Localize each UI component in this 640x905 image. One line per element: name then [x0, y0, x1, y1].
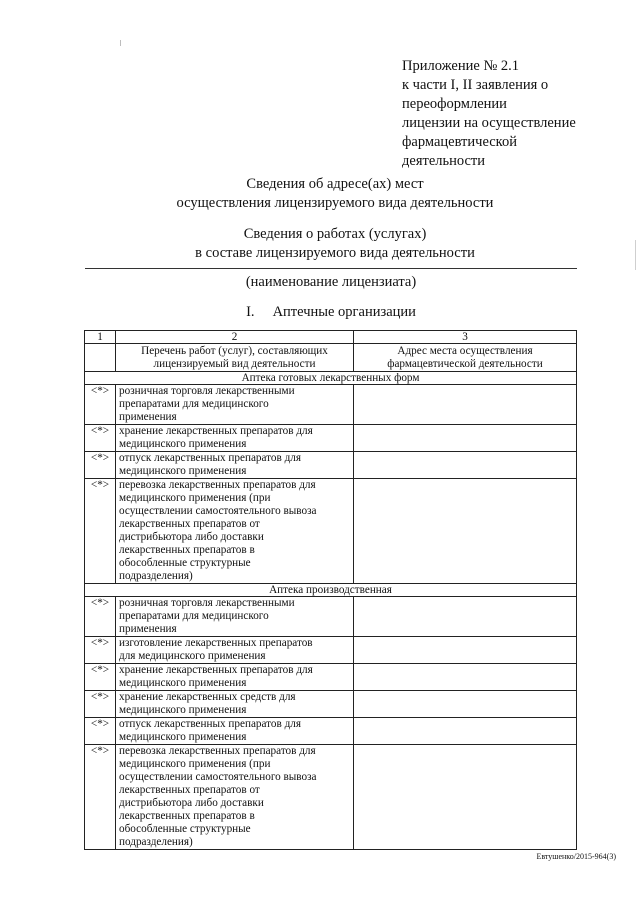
group-title: Аптека производственная [85, 584, 577, 597]
row-marker: <*> [85, 385, 116, 425]
work-line: медицинского применения [119, 704, 247, 716]
work-line: перевозка лекарственных препаратов для [119, 745, 316, 757]
column-number-row [85, 331, 577, 344]
header-address [354, 344, 577, 372]
address-cell[interactable] [354, 479, 577, 584]
table-row [85, 452, 577, 479]
work-description [116, 479, 354, 584]
work-description [116, 385, 354, 425]
work-line: медицинского применения [119, 438, 247, 450]
table-row [85, 479, 577, 584]
appendix-line: лицензии на осуществление [402, 115, 576, 131]
work-line: отпуск лекарственных препаратов для [119, 718, 302, 730]
group-row [85, 372, 577, 385]
work-line: розничная торговля лекарственными [119, 385, 295, 397]
work-line: препаратами для медицинского [119, 610, 269, 622]
work-line: медицинского применения [119, 677, 247, 689]
appendix-line: фармацевтической [402, 134, 517, 150]
work-line: подразделения) [119, 570, 193, 582]
work-line: препаратами для медицинского [119, 398, 269, 410]
scan-mark-right [635, 240, 636, 270]
address-cell[interactable] [354, 691, 577, 718]
table-row [85, 385, 577, 425]
work-description [116, 452, 354, 479]
work-line: хранение лекарственных препаратов для [119, 425, 313, 437]
address-heading [100, 175, 570, 213]
group-title: Аптека готовых лекарственных форм [85, 372, 577, 385]
licensee-caption: (наименование лицензиата) [245, 274, 417, 290]
work-line: обособленные структурные [119, 823, 251, 835]
row-marker: <*> [85, 597, 116, 637]
appendix-line: переоформлении [402, 96, 507, 112]
header-works [116, 344, 354, 372]
table-row [85, 664, 577, 691]
header-address-line2: фармацевтической деятельности [387, 358, 543, 370]
work-line: изготовление лекарственных препаратов [119, 637, 313, 649]
work-line: дистрибьютора либо доставки [119, 531, 264, 543]
header-empty-cell [85, 344, 116, 372]
row-marker: <*> [85, 691, 116, 718]
work-line: медицинского применения [119, 731, 247, 743]
column-number: 3 [354, 331, 577, 344]
appendix-line: Приложение № 2.1 [402, 58, 520, 74]
table-row [85, 425, 577, 452]
work-description [116, 745, 354, 850]
work-line: лекарственных препаратов от [119, 784, 260, 796]
address-cell[interactable] [354, 745, 577, 850]
scan-mark-top [120, 40, 121, 46]
group-row [85, 584, 577, 597]
work-line: осуществлении самостоятельного вывоза [119, 771, 317, 783]
work-line: перевозка лекарственных препаратов для [119, 479, 316, 491]
work-line: лекарственных препаратов в [119, 544, 255, 556]
row-marker: <*> [85, 452, 116, 479]
section-title [85, 303, 577, 322]
work-line: осуществлении самостоятельного вывоза [119, 505, 317, 517]
work-line: медицинского применения (при [119, 758, 271, 770]
work-line: медицинского применения [119, 465, 247, 477]
table-row [85, 637, 577, 664]
works-table [84, 330, 577, 850]
licensee-name-line [85, 268, 577, 269]
row-marker: <*> [85, 718, 116, 745]
appendix-line: к части I, II заявления о [402, 77, 549, 93]
work-description [116, 664, 354, 691]
works-heading [100, 225, 570, 263]
work-line: хранение лекарственных препаратов для [119, 664, 313, 676]
address-cell[interactable] [354, 452, 577, 479]
header-works-line1: Перечень работ (услуг), составляющих [141, 345, 328, 357]
table-row [85, 745, 577, 850]
header-row [85, 344, 577, 372]
table-row [85, 718, 577, 745]
address-cell[interactable] [354, 597, 577, 637]
work-line: отпуск лекарственных препаратов для [119, 452, 302, 464]
address-cell[interactable] [354, 664, 577, 691]
row-marker: <*> [85, 479, 116, 584]
work-line: хранение лекарственных средств для [119, 691, 296, 703]
work-description [116, 637, 354, 664]
work-description [116, 691, 354, 718]
table-row [85, 597, 577, 637]
works-heading-line2: в составе лицензируемого вида деятельности [195, 245, 475, 261]
address-heading-line1: Сведения об адресе(ах) мест [246, 176, 424, 192]
address-heading-line2: осуществления лицензируемого вида деятельности [176, 195, 494, 211]
work-line: применения [119, 623, 177, 635]
work-line: лекарственных препаратов от [119, 518, 260, 530]
work-line: лекарственных препаратов в [119, 810, 255, 822]
work-line: дистрибьютора либо доставки [119, 797, 264, 809]
work-description [116, 718, 354, 745]
section-number: I. [246, 304, 255, 320]
header-works-line2: лицензируемый вид деятельности [153, 358, 316, 370]
work-line: подразделения) [119, 836, 193, 848]
address-cell[interactable] [354, 385, 577, 425]
table-row [85, 691, 577, 718]
work-line: применения [119, 411, 177, 423]
work-description [116, 597, 354, 637]
work-line: для медицинского применения [119, 650, 266, 662]
section-name: Аптечные организации [272, 304, 416, 320]
works-heading-line1: Сведения о работах (услугах) [243, 226, 427, 242]
address-cell[interactable] [354, 425, 577, 452]
row-marker: <*> [85, 664, 116, 691]
row-marker: <*> [85, 637, 116, 664]
column-number: 1 [85, 331, 116, 344]
work-line: обособленные структурные [119, 557, 251, 569]
column-number: 2 [116, 331, 354, 344]
row-marker: <*> [85, 425, 116, 452]
work-line: розничная торговля лекарственными [119, 597, 295, 609]
header-address-line1: Адрес места осуществления [397, 345, 533, 357]
address-cell[interactable] [354, 718, 577, 745]
appendix-note [402, 57, 622, 171]
works-table-body [85, 331, 577, 850]
address-cell[interactable] [354, 637, 577, 664]
work-description [116, 425, 354, 452]
row-marker: <*> [85, 745, 116, 850]
document-code: Евтушенко/2015-964(3) [536, 852, 616, 861]
appendix-line: деятельности [402, 153, 486, 169]
work-line: медицинского применения (при [119, 492, 271, 504]
